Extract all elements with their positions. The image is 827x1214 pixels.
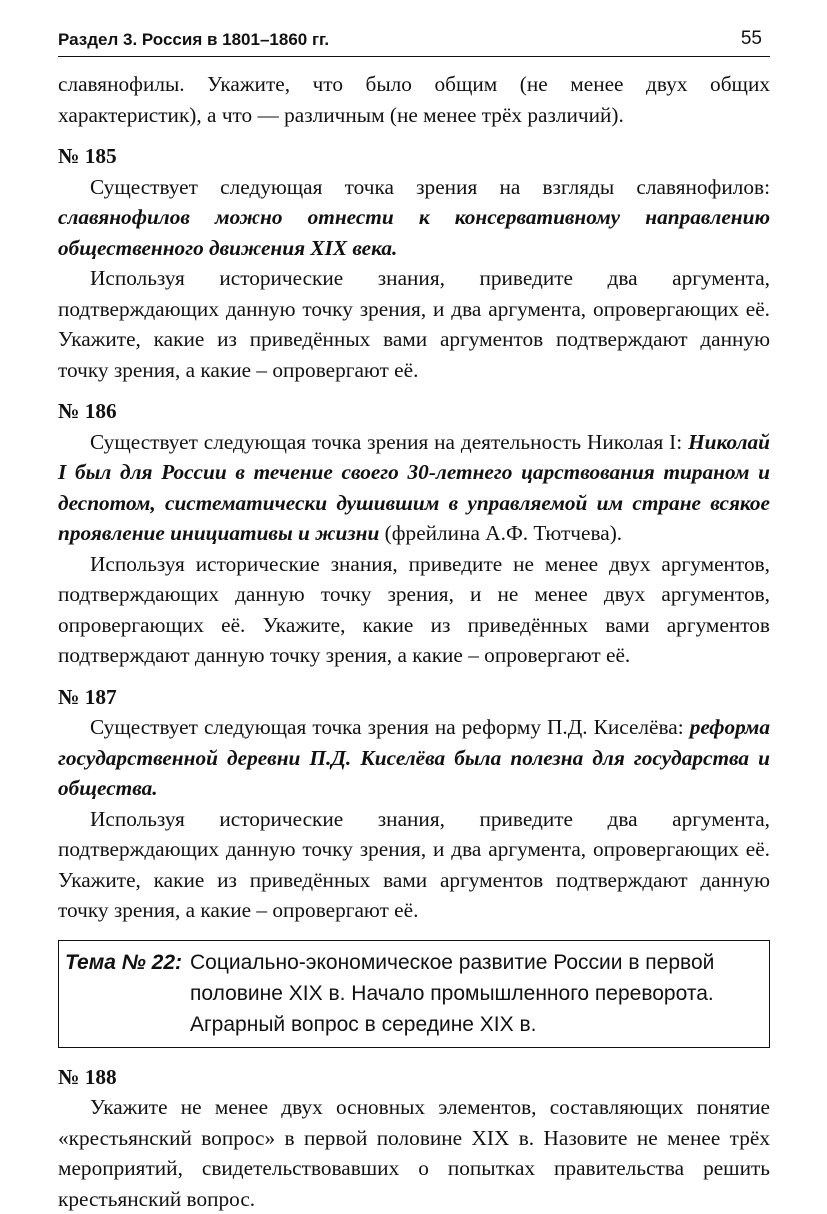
topic-line-3: Аграрный вопрос в середине XIX в. <box>190 1012 537 1036</box>
task-186-quote: Николай I был для России в течение своего 30-летнего царствования тираном и деспотом, систематически душившим в управляемой им стране всякое проявление инициативы и жизни <box>58 429 770 545</box>
intro-paragraph: славянофилы. Укажите, что было общим (не менее двух общих характеристик), а что — различным (не менее трёх различий). <box>58 72 770 127</box>
task-186-statement <box>58 427 770 549</box>
task-185-instruction: Используя исторические знания, приведите два аргумента, подтверждающих данную точку зрения, и два аргумента, опровергающих её. Укажите, какие из приведённых вами аргументов подтверждают данную точку зрения, а какие – опровергают её. <box>58 266 770 382</box>
task-186-instruction: Используя исторические знания, приведите не менее двух аргументов, подтверждающих данную точку зрения, и не менее двух аргументов, опровергающих её. Укажите, какие из приведённых вами аргументов подтверждают данную точку зрения, а какие – опровергают её. <box>58 551 770 667</box>
task-186-number: № 186 <box>58 399 117 423</box>
running-header <box>58 22 770 57</box>
task-185-number: № 185 <box>58 144 117 168</box>
task-186-source: (фрейлина А.Ф. Тютчева). <box>379 521 623 545</box>
topic-box <box>58 940 770 1048</box>
page-number: 55 <box>740 28 762 49</box>
task-187-lead: Существует следующая точка зрения на реформу П.Д. Киселёва: <box>90 715 690 739</box>
task-187-instruction: Используя исторические знания, приведите два аргумента, подтверждающих данную точку зрения, и два аргумента, опровергающих её. Укажите, какие из приведённых вами аргументов подтверждают данную точку зрения, а какие – опровергают её. <box>58 806 770 922</box>
page <box>58 22 770 1214</box>
task-187-number: № 187 <box>58 684 117 709</box>
task-188-text: Укажите не менее двух основных элементов, составляющих понятие «крестьянский вопрос» в первой половине XIX в. Назовите не менее трёх мероприятий, свидетельствовавших о попытках правительства решить крестьянский вопрос. <box>58 1095 770 1211</box>
topic-label: Тема № 22: <box>65 950 183 974</box>
topic-title <box>190 947 763 1040</box>
topic-line-2: половине XIX в. Начало промышленного переворота. <box>190 981 714 1005</box>
task-185-quote: славянофилов можно отнести к консервативному направлению общественного движения XIX века. <box>58 205 770 260</box>
task-187-statement <box>58 712 770 804</box>
task-187-quote: реформа государственной деревни П.Д. Киселёва была полезна для государства и общества. <box>58 715 770 800</box>
topic-line-1: Социально-экономическое развитие России в первой <box>190 950 715 974</box>
task-188-number: № 188 <box>58 1064 117 1089</box>
section-title: Раздел 3. Россия в 1801–1860 гг. <box>58 30 330 49</box>
task-186-lead: Существует следующая точка зрения на деятельность Николая I: <box>90 429 689 454</box>
task-185-lead: Существует следующая точка зрения на взгляды славянофилов: <box>90 174 770 199</box>
task-185-statement <box>58 172 770 264</box>
